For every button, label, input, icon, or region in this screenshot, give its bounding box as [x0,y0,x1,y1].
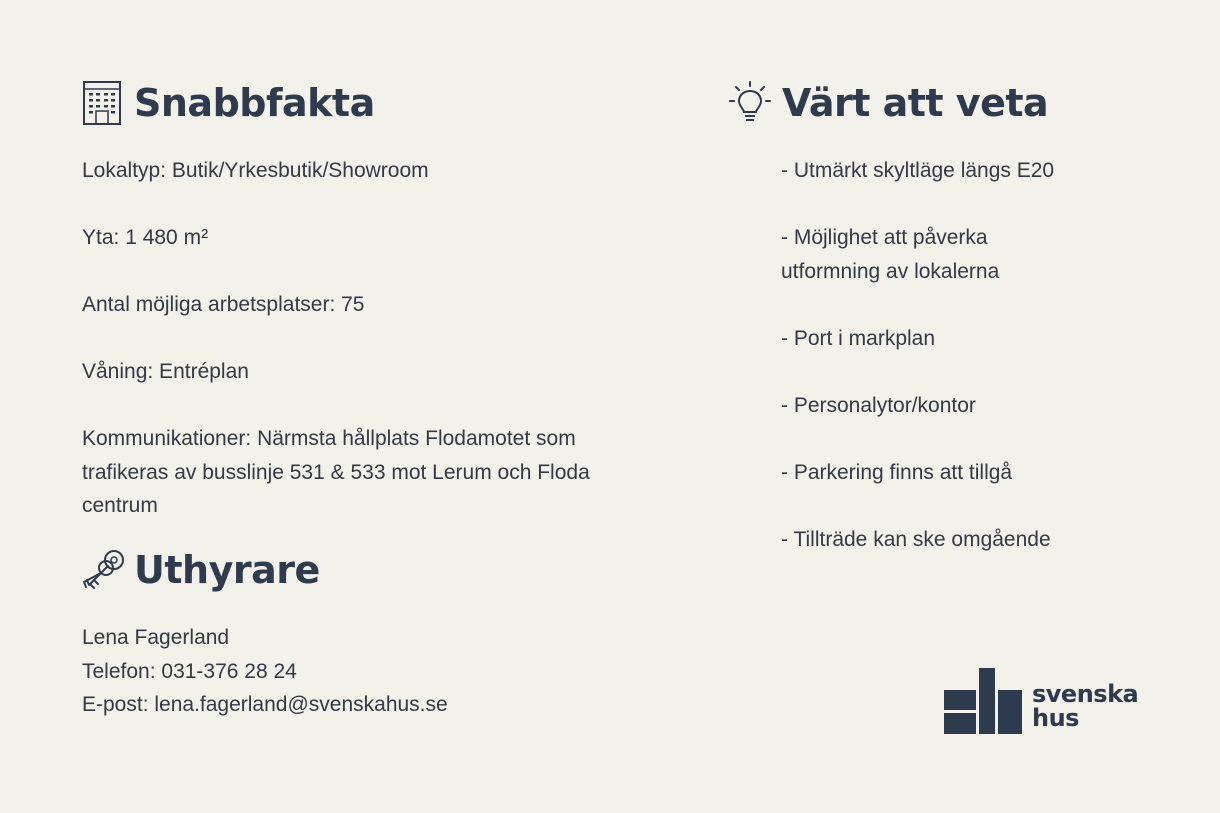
vart-att-veta-heading [726,78,1048,128]
uthyrare-heading [78,545,320,595]
vart-att-veta-item-line: - Port i markplan [781,326,936,350]
snabbfakta-item-line: Yta: 1 480 m² [82,226,209,249]
vart-att-veta-item [781,154,1201,188]
contact-phone[interactable]: Telefon: 031-376 28 24 [82,659,297,683]
vart-att-veta-item [781,523,1201,557]
snabbfakta-item-line: trafikeras av busslinje 531 & 533 mot Lerum och Floda [82,460,590,484]
vart-att-veta-item [781,456,1201,490]
vart-att-veta-item [781,221,1201,288]
svenska-hus-logo-text [1032,682,1138,730]
snabbfakta-item-line: Våning: Entréplan [82,360,249,383]
vart-att-veta-item [781,322,1201,356]
snabbfakta-list [82,154,682,523]
logo-line-2: hus [1032,704,1079,732]
vart-att-veta-item-line: - Möjlighet att påverka [781,226,988,249]
vart-att-veta-title: Värt att veta [782,81,1049,125]
snabbfakta-heading [78,78,375,128]
building-icon [78,79,126,127]
snabbfakta-item-line: centrum [82,494,158,517]
lightbulb-icon [726,79,774,127]
keys-icon [78,546,126,594]
snabbfakta-title: Snabbfakta [134,81,375,125]
uthyrare-title: Uthyrare [134,548,320,592]
svenska-hus-logo-icon [944,668,1024,736]
snabbfakta-item [82,355,682,389]
snabbfakta-item-line: Lokaltyp: Butik/Yrkesbutik/Showroom [82,159,429,182]
vart-att-veta-item-line: - Tillträde kan ske omgående [781,527,1051,551]
vart-att-veta-item-line: - Personalytor/kontor [781,393,976,417]
snabbfakta-item [82,288,682,322]
vart-att-veta-list [781,154,1201,556]
snabbfakta-item-line: Antal möjliga arbetsplatser: 75 [82,293,365,316]
snabbfakta-item [82,221,682,255]
svenska-hus-logo [944,668,1154,738]
snabbfakta-item [82,422,682,523]
snabbfakta-item [82,154,682,188]
logo-line-1: svenska [1032,680,1139,708]
vart-att-veta-item-line: - Utmärkt skyltläge längs E20 [781,159,1055,182]
vart-att-veta-item [781,389,1201,423]
contact-name: Lena Fagerland [82,626,230,649]
contact-email[interactable]: E-post: lena.fagerland@svenskahus.se [82,693,448,716]
vart-att-veta-item-line: - Parkering finns att tillgå [781,460,1013,484]
snabbfakta-item-line: Kommunikationer: Närmsta hållplats Flodamotet som [82,427,576,450]
uthyrare-contact [82,621,682,722]
vart-att-veta-item-line: utformning av lokalerna [781,259,1000,283]
